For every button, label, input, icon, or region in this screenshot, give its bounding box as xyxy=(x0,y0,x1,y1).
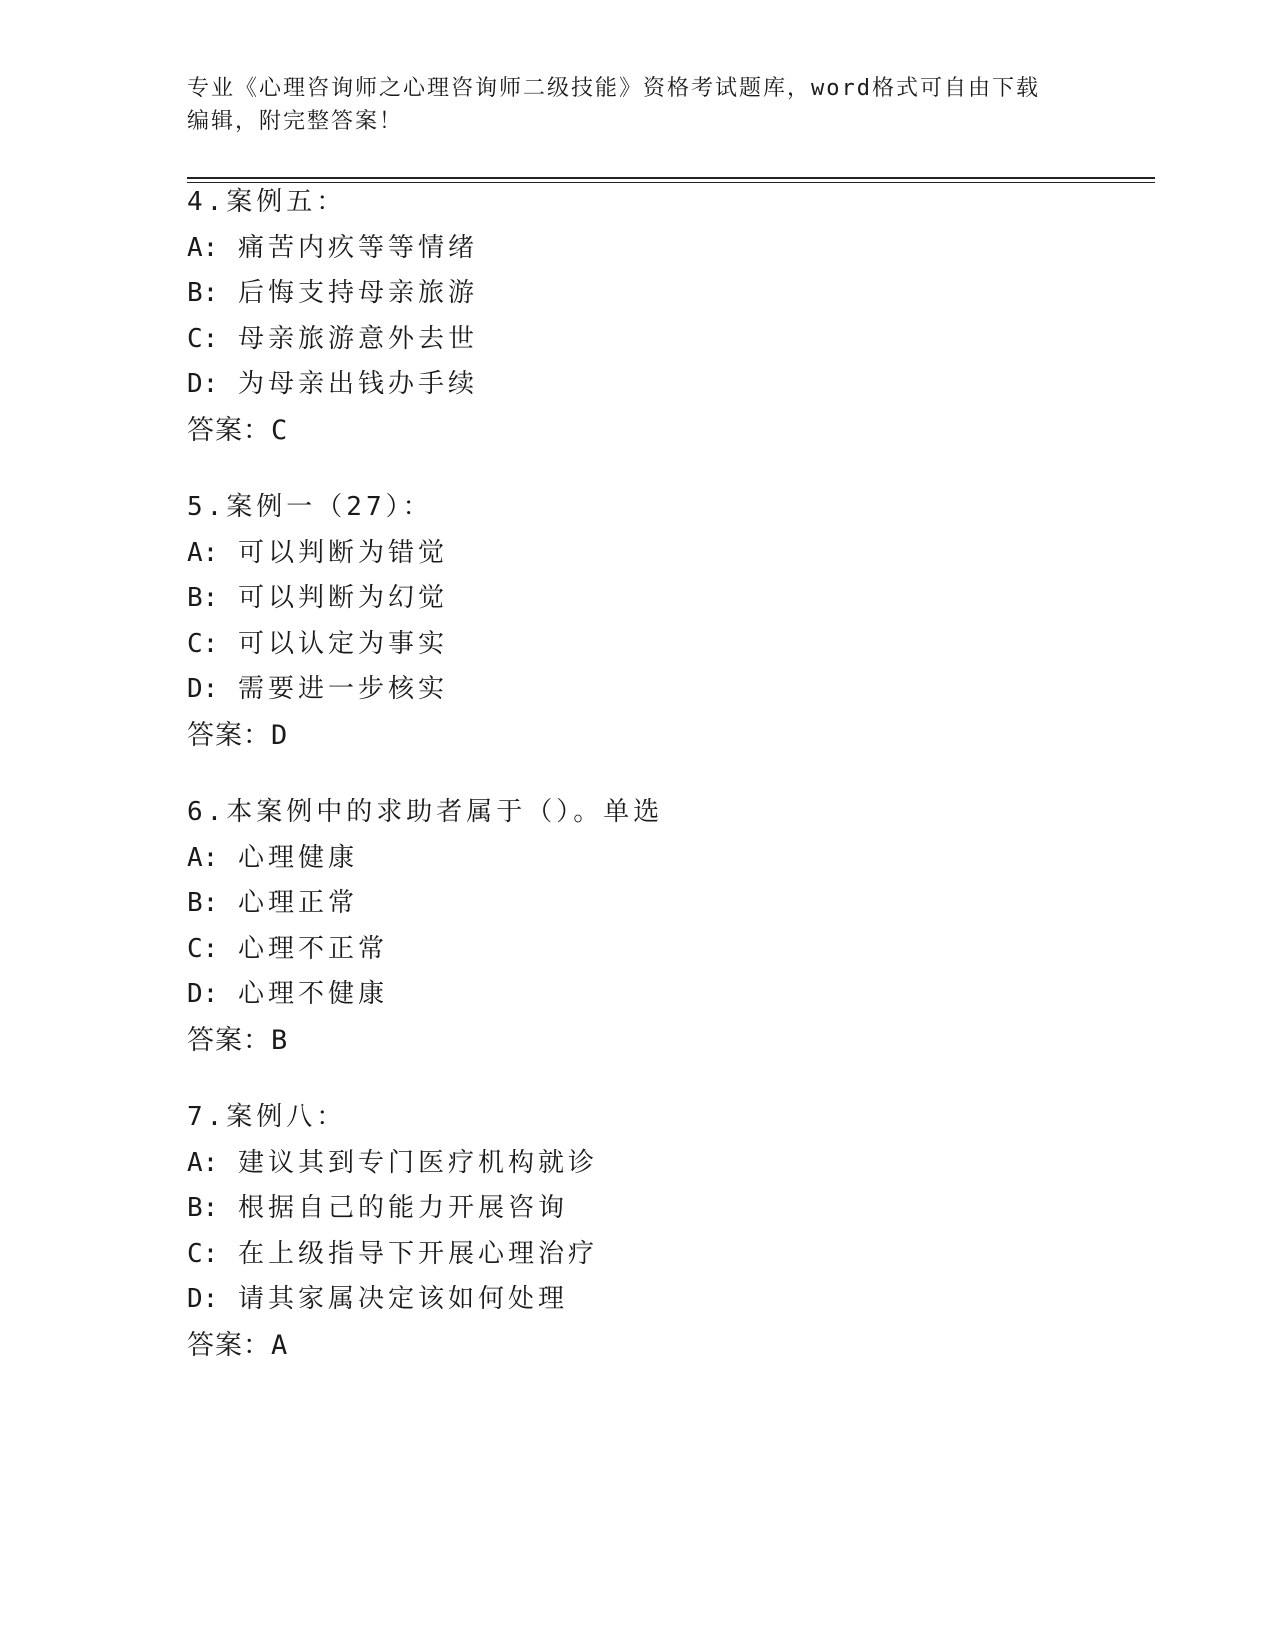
option-a: A: 心理健康 xyxy=(187,842,358,873)
question-stem: 5.案例一（27）： xyxy=(187,492,433,522)
question-block xyxy=(187,485,1087,758)
header-divider-thick xyxy=(187,177,1155,179)
question-block xyxy=(187,1095,1087,1368)
option-b: B: 后悔支持母亲旅游 xyxy=(187,278,478,308)
option-a: A: 建议其到专门医疗机构就诊 xyxy=(187,1147,598,1178)
option-b: B: 心理正常 xyxy=(187,888,358,918)
option-b: B: 根据自己的能力开展咨询 xyxy=(187,1193,568,1223)
option-d: D: 需要进一步核实 xyxy=(187,674,448,704)
question-block xyxy=(187,180,1087,453)
answer-line: 答案：B xyxy=(187,1024,289,1056)
option-c: C: 可以认定为事实 xyxy=(187,628,448,659)
answer-line: 答案：A xyxy=(187,1329,289,1361)
document-header xyxy=(187,72,1087,138)
answer-line: 答案：D xyxy=(187,719,289,751)
option-d: D: 心理不健康 xyxy=(187,979,388,1009)
option-c: C: 心理不正常 xyxy=(187,933,388,964)
question-stem: 7.案例八： xyxy=(187,1102,347,1132)
option-b: B: 可以判断为幻觉 xyxy=(187,583,448,613)
question-stem: 4.案例五： xyxy=(187,187,347,217)
option-c: C: 母亲旅游意外去世 xyxy=(187,323,478,354)
answer-line: 答案：C xyxy=(187,414,289,446)
header-line-1: 专业《心理咨询师之心理咨询师二级技能》资格考试题库，word格式可自由下载 xyxy=(187,76,1040,101)
header-line-2: 编辑，附完整答案！ xyxy=(187,109,404,134)
option-c: C: 在上级指导下开展心理治疗 xyxy=(187,1238,598,1269)
option-d: D: 为母亲出钱办手续 xyxy=(187,369,478,399)
question-block xyxy=(187,790,1087,1063)
option-a: A: 可以判断为错觉 xyxy=(187,537,448,568)
option-a: A: 痛苦内疚等等情绪 xyxy=(187,232,478,263)
question-stem: 6.本案例中的求助者属于（）。单选 xyxy=(187,797,664,827)
option-d: D: 请其家属决定该如何处理 xyxy=(187,1284,568,1314)
